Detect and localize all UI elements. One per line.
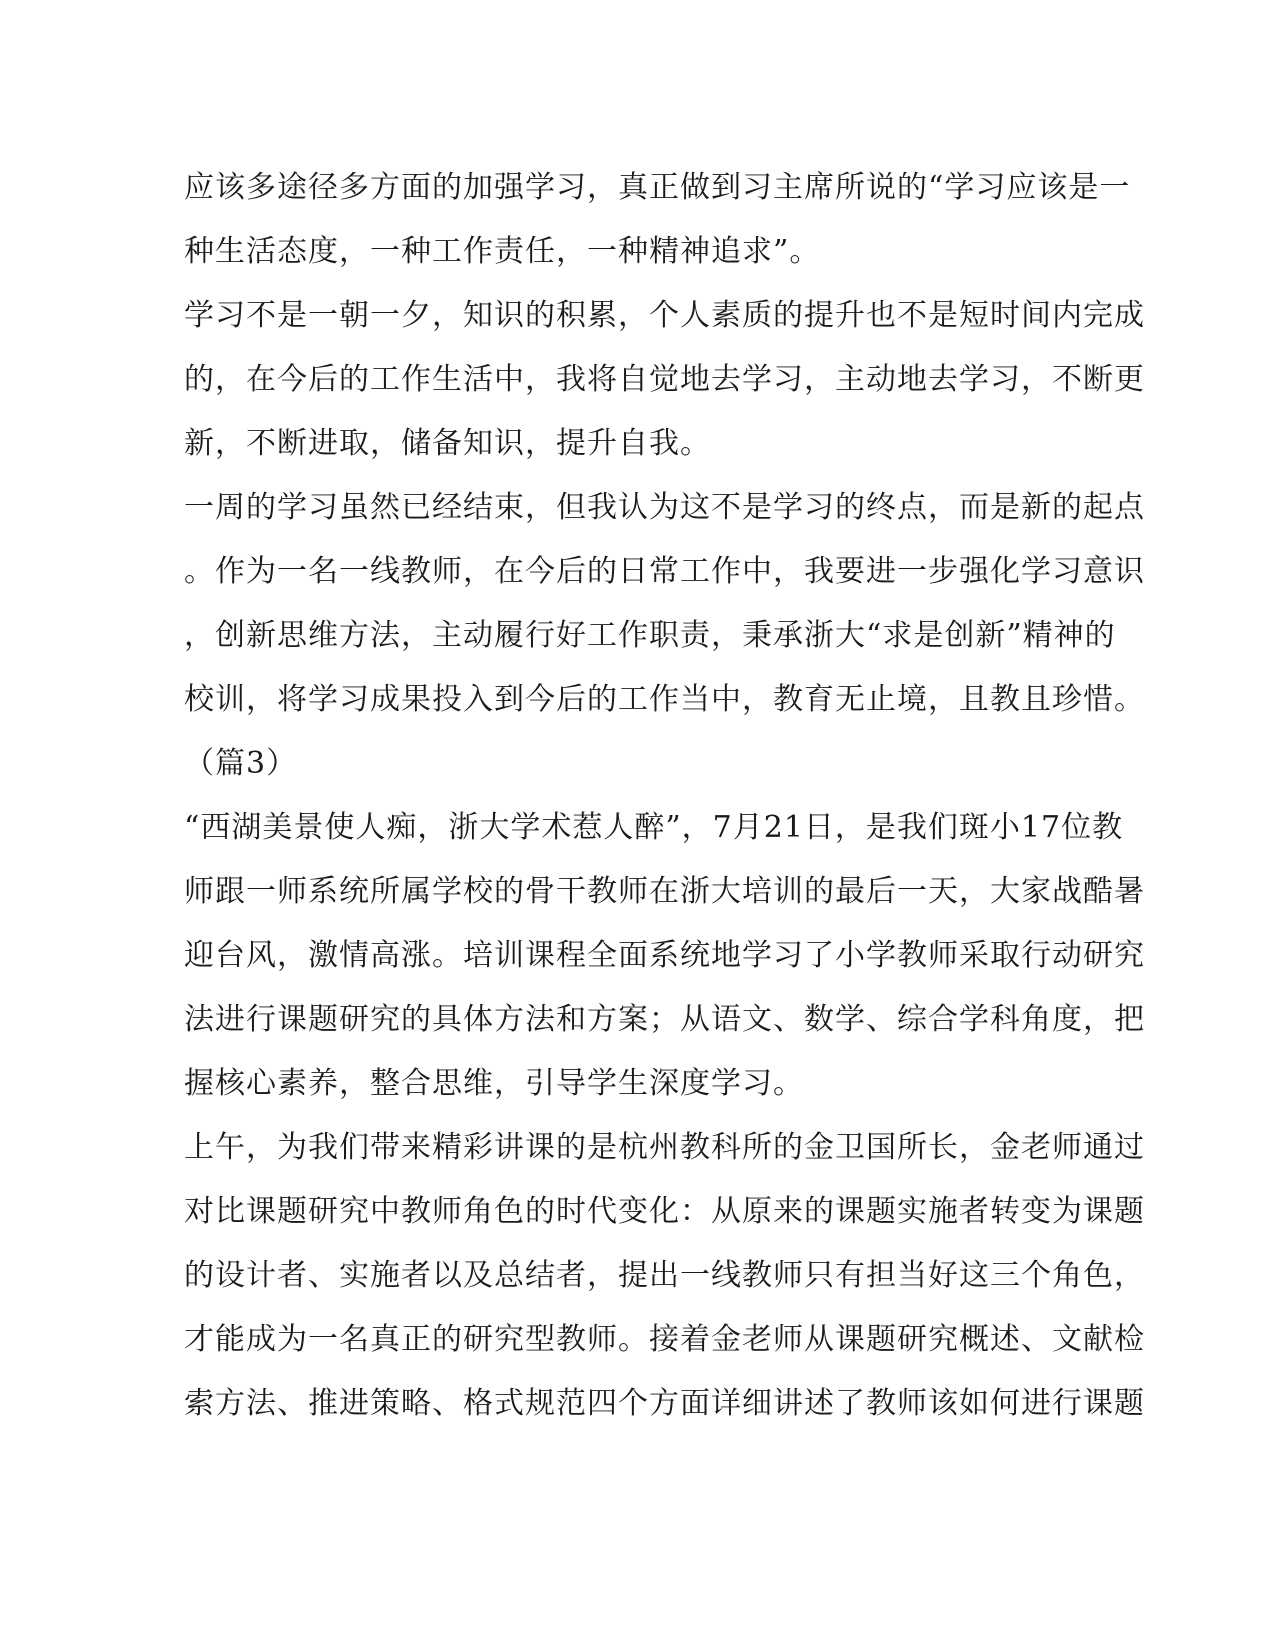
text-line: 学习不是一朝一夕，知识的积累，个人素质的提升也不是短时间内完成 (184, 298, 1145, 333)
text-line: 新，不断进取，储备知识，提升自我。 (184, 426, 711, 461)
text-line: 师跟一师系统所属学校的骨干教师在浙大培训的最后一天，大家战酷暑 (184, 874, 1145, 909)
text-line: 种生活态度，一种工作责任，一种精神追求”。 (184, 234, 821, 269)
document-body (184, 156, 1145, 1436)
text-line: 的，在今后的工作生活中，我将自觉地去学习，主动地去学习，不断更 (184, 362, 1145, 397)
text-line: 的设计者、实施者以及总结者，提出一线教师只有担当好这三个角色， (184, 1258, 1145, 1293)
text-line: “西湖美景使人痴，浙大学术惹人醉”，7月21日，是我们斑小17位教 (184, 810, 1124, 845)
text-line: 应该多途径多方面的加强学习，真正做到习主席所说的“学习应该是一 (184, 170, 1131, 205)
text-line: 对比课题研究中教师角色的时代变化：从原来的课题实施者转变为课题 (184, 1194, 1145, 1229)
text-line: 校训，将学习成果投入到今后的工作当中，教育无止境，且教且珍惜。 (184, 682, 1145, 717)
text-line: 索方法、推进策略、格式规范四个方面详细讲述了教师该如何进行课题 (184, 1386, 1145, 1421)
text-line: 。作为一名一线教师，在今后的日常工作中，我要进一步强化学习意识 (184, 554, 1145, 589)
text-line: ，创新思维方法，主动履行好工作职责，秉承浙大“求是创新”精神的 (184, 618, 1116, 653)
text-line: 才能成为一名真正的研究型教师。接着金老师从课题研究概述、文献检 (184, 1322, 1145, 1357)
text-line: 法进行课题研究的具体方法和方案；从语文、数学、综合学科角度，把 (184, 1002, 1145, 1037)
text-line: 上午，为我们带来精彩讲课的是杭州教科所的金卫国所长，金老师通过 (184, 1130, 1145, 1165)
text-line: 握核心素养，整合思维，引导学生深度学习。 (184, 1066, 804, 1101)
section-heading: （篇3） (184, 746, 298, 781)
text-line: 迎台风，激情高涨。培训课程全面系统地学习了小学教师采取行动研究 (184, 938, 1145, 973)
text-line: 一周的学习虽然已经结束，但我认为这不是学习的终点，而是新的起点 (184, 490, 1145, 525)
